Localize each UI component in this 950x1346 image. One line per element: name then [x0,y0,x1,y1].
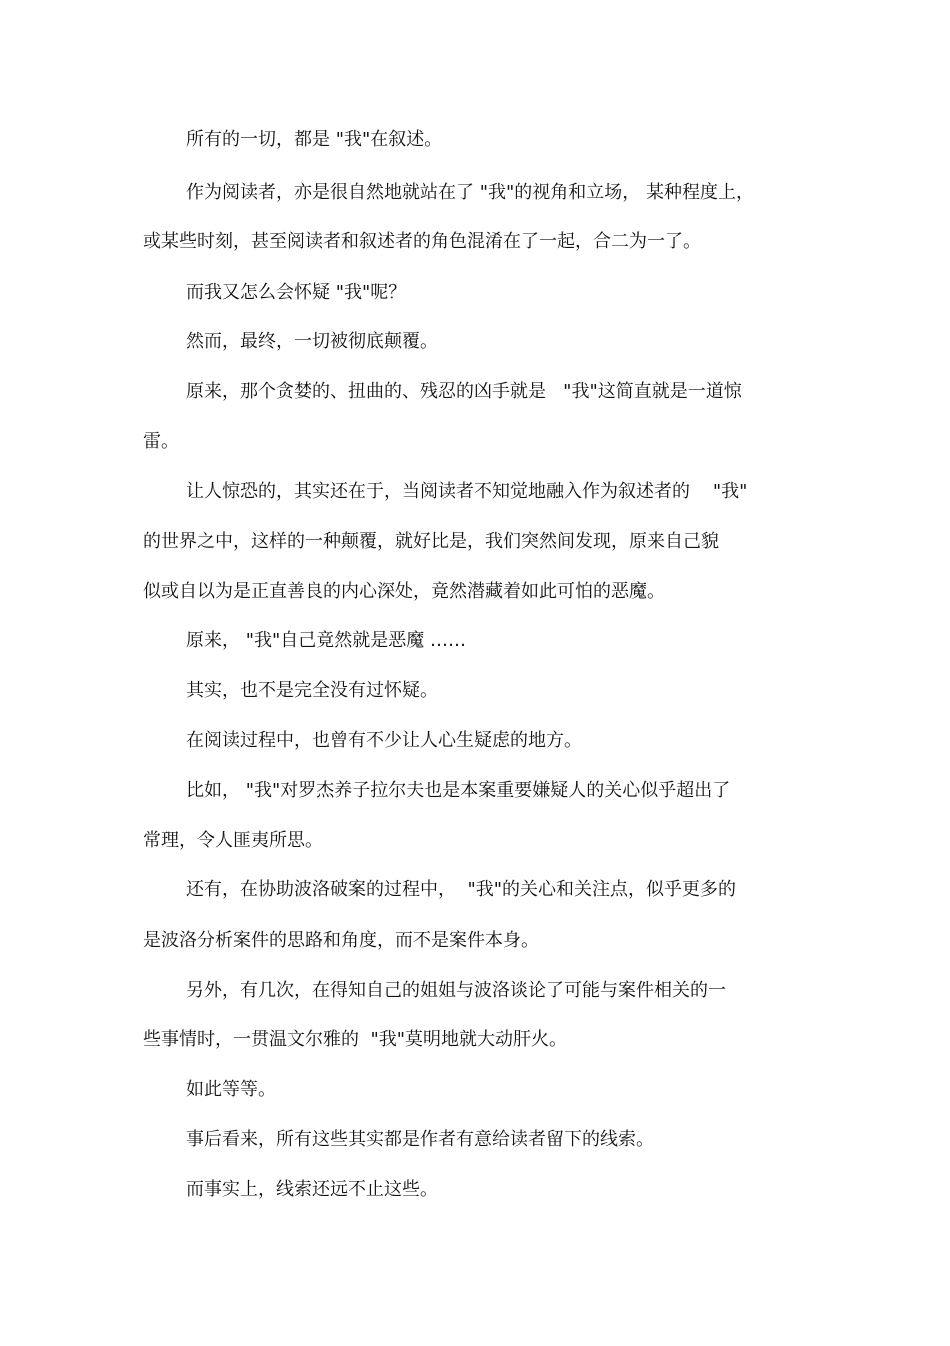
paragraph-line: 还有，在协助波洛破案的过程中， "我"的关心和关注点，似乎更多的 [186,879,736,900]
paragraph-line: 让人惊恐的，其实还在于，当阅读者不知觉地融入作为叙述者的 "我" [186,481,748,502]
paragraph-line: 常理，令人匪夷所思。 [143,830,323,851]
paragraph-line: 作为阅读者，亦是很自然地就站在了 "我"的视角和立场， 某种程度上， [186,182,754,203]
paragraph-line: 雷。 [143,431,179,452]
paragraph-line: 另外，有几次，在得知自己的姐姐与波洛谈论了可能与案件相关的一 [186,980,726,1001]
paragraph-line: 在阅读过程中，也曾有不少让人心生疑虑的地方。 [186,730,582,751]
paragraph-line: 原来，那个贪婪的、扭曲的、残忍的凶手就是 "我"这简直就是一道惊 [186,381,742,402]
paragraph-line: 事后看来，所有这些其实都是作者有意给读者留下的线索。 [186,1129,654,1150]
paragraph-line: 而我又怎么会怀疑 "我"呢？ [186,282,407,303]
paragraph-line: 而事实上，线索还远不止这些。 [186,1179,438,1200]
paragraph-line: 的世界之中，这样的一种颠覆，就好比是，我们突然间发现，原来自己貌 [143,531,719,552]
paragraph-line: 然而，最终，一切被彻底颠覆。 [186,331,438,352]
paragraph-line: 如此等等。 [186,1079,276,1100]
paragraph-line: 似或自以为是正直善良的内心深处，竟然潜藏着如此可怕的恶魔。 [143,581,665,602]
paragraph-line: 原来， "我"自己竟然就是恶魔 …… [186,630,467,651]
paragraph-line: 或某些时刻，甚至阅读者和叙述者的角色混淆在了一起，合二为一了。 [143,231,701,252]
paragraph-line: 是波洛分析案件的思路和角度，而不是案件本身。 [143,930,539,951]
paragraph-line: 些事情时，一贯温文尔雅的 "我"莫明地就大动肝火。 [143,1029,567,1050]
paragraph-line: 比如， "我"对罗杰养子拉尔夫也是本案重要嫌疑人的关心似乎超出了 [186,780,731,801]
paragraph-line: 其实，也不是完全没有过怀疑。 [186,680,438,701]
paragraph-line: 所有的一切，都是 "我"在叙述。 [186,129,443,150]
